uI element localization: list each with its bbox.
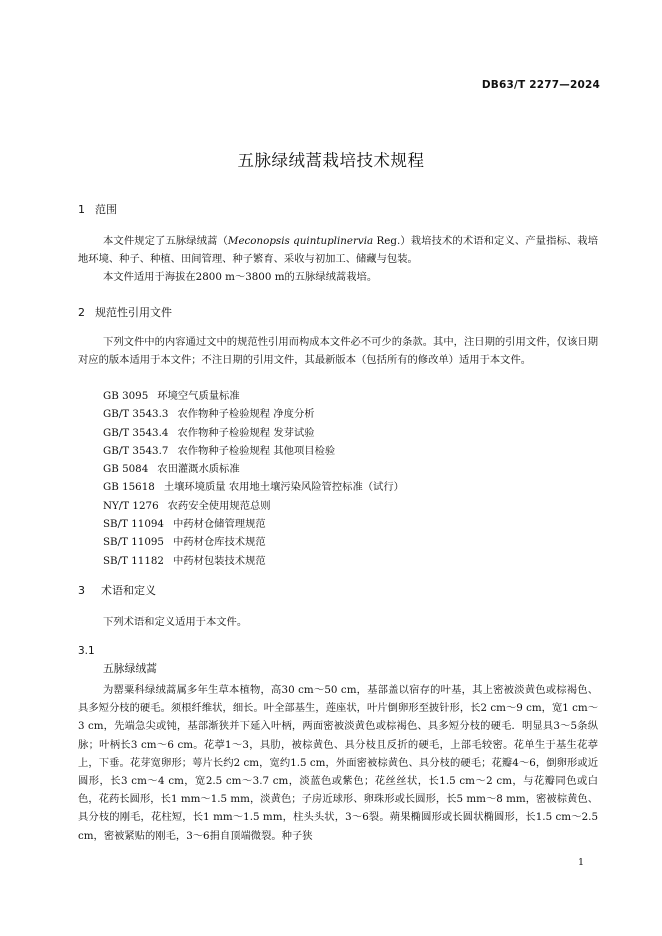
terms-intro: 下列术语和定义适用于本文件。 [103, 616, 248, 628]
latin-name: Meconopsis quintuplinervia [227, 235, 374, 247]
reference-code: GB/T 3543.4 [103, 426, 169, 439]
reference-list [103, 387, 404, 570]
reference-code: SB/T 11095 [103, 536, 164, 549]
reference-title: 中药材仓库技术规范 [173, 536, 266, 549]
scope-paragraph-2: 本文件适用于海拔在2800 m～3800 m的五脉绿绒蒿栽培。 [103, 271, 378, 283]
reference-code: NY/T 1276 [103, 499, 159, 512]
reference-item [103, 478, 404, 496]
section-number: 3 [78, 584, 85, 597]
term-name: 五脉绿绒蒿 [103, 662, 157, 675]
reference-item [103, 497, 404, 515]
reference-title: 农作物种子检验规程 净度分析 [177, 408, 315, 421]
section-number: 1 [78, 203, 85, 216]
reference-title: 农田灌溉水质标准 [157, 463, 240, 476]
reference-code: SB/T 11094 [103, 518, 164, 531]
reference-item [103, 442, 404, 460]
reference-title: 中药材仓储管理规范 [173, 518, 266, 531]
reference-code: SB/T 11182 [103, 554, 164, 567]
reference-title: 农作物种子检验规程 发芽试验 [177, 426, 315, 439]
term-definition: 为罂粟科绿绒蒿属多年生草本植物，高30 cm～50 cm，基部盖以宿存的叶基，其上密被淡黄色或棕褐色、具多短分枝的硬毛。须根纤维状，细长。叶全部基生，莲座状，叶片倒卵形至披针形，长2 cm～9 cm，宽1 cm～3 cm，先端急尖或钝，基部渐狭并下延入叶柄，两面密被淡黄色或棕褐色、具多短分枝的硬毛．明显具3～5条纵脉；叶柄长3 cm～6 cm。花葶1～3，具肋，被棕黄色、具分枝且反折的硬毛，上部毛较密。花单生于基生花葶上，下垂。花芽宽卵形；萼片长约2 cm，宽约1.5 cm，外面密被棕黄色、具分枝的硬毛；花瓣4～6，倒卵形或近圆形，长3 cm～4 cm，宽2.5 cm～3.7 cm，淡蓝色或紫色；花丝丝状，长1.5 cm～2 cm，与花瓣同色或白色，花药长圆形，长1 mm～1.5 mm，淡黄色；子房近球形、卵珠形或长圆形，长5 mm～8 mm，密被棕黄色、具分枝的刚毛，花柱短，长1 mm～1.5 mm，柱头头状，3～6裂。蒴果椭圆形或长圆状椭圆形，长1.5 cm～2.5 cm，密被紧贴的刚毛，3～6捐自顶端微裂。种子狭 [78, 684, 598, 842]
section-number: 2 [78, 306, 85, 319]
reference-item [103, 515, 404, 533]
reference-title: 农药安全使用规范总则 [167, 499, 271, 512]
reference-title: 环境空气质量标准 [157, 390, 240, 402]
reference-code: GB 15618 [103, 481, 155, 494]
reference-code: GB 5084 [103, 463, 149, 476]
document-title: 五脉绿绒蒿栽培技术规程 [237, 151, 425, 170]
reference-item [103, 424, 404, 442]
page-number: 1 [577, 857, 584, 868]
section-title: 规范性引用文件 [95, 306, 172, 319]
normative-intro: 下列文件中的内容通过文中的规范性引用而构成本文件必不可少的条款。其中，注日期的引用文件，仅该日期对应的版本适用于本文件；不注日期的引用文件，其最新版本（包括所有的修改单）适用于本文件。 [78, 336, 598, 367]
reference-code: GB 3095 [103, 390, 149, 402]
reference-code: GB/T 3543.7 [103, 444, 169, 457]
reference-title: 中药材包装技术规范 [173, 554, 266, 567]
section-title: 范围 [95, 203, 117, 216]
scope-paragraph-1: 本文件规定了五脉绿绒蒿（Meconopsis quintuplinervia Reg.）栽培技术的术语和定义、产量指标、栽培地环境、种子、种植、田间管理、种子繁育、采收与初加工、储藏与包装。 [78, 235, 599, 266]
reference-item [103, 552, 404, 570]
reference-item [103, 460, 404, 478]
reference-code: GB/T 3543.3 [103, 408, 169, 421]
reference-item [103, 533, 404, 551]
section-3-heading [78, 582, 156, 598]
reference-item [103, 387, 404, 405]
reference-item [103, 405, 404, 423]
reference-title: 土壤环境质量 农用地土壤污染风险管控标准（试行） [163, 481, 404, 494]
standard-code: DB63/T 2277—2024 [481, 79, 600, 91]
clause-number: 3.1 [78, 645, 95, 657]
section-2-heading [78, 304, 172, 320]
section-title: 术语和定义 [101, 584, 156, 597]
reference-title: 农作物种子检验规程 其他项目检验 [177, 444, 336, 457]
section-1-heading [78, 201, 117, 217]
